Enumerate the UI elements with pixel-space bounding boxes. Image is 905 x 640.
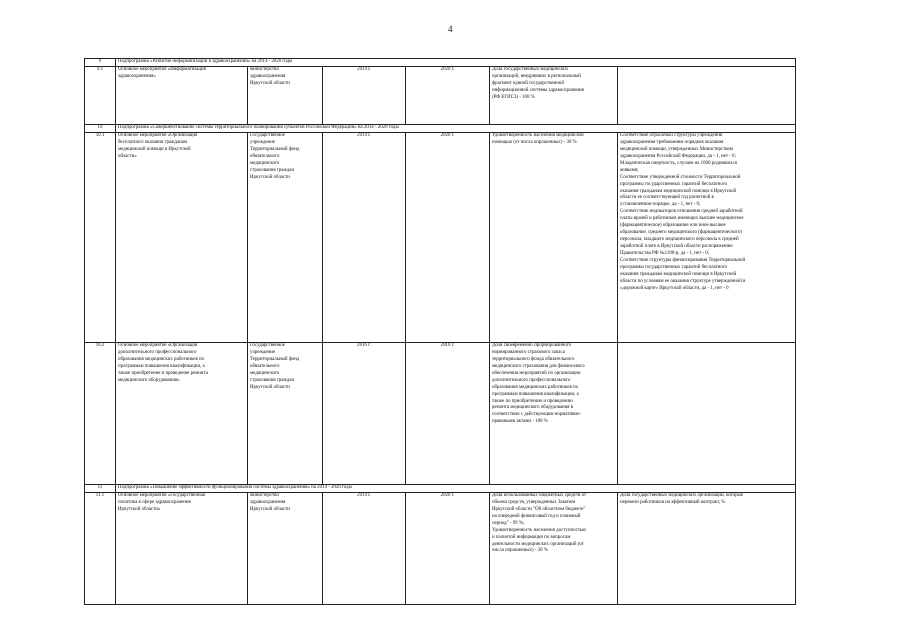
executor-cell: Государственное учреждение Территориальный фонд обязательного медицинского страхования граждан Иркутской области [248, 132, 323, 342]
result-cell: Доля своевременно сформированного нормированного страхового запаса территориального фонда обязательного медицинского страхования для финансового обеспечения мероприятий по организации дополнительного профессионального образования медицинских работников по программам повышения квалификации, а также по приобретению и проведению ремонта медицинского оборудования в соответствии с действующим нормативно- правовыми актами - 100 % [490, 342, 618, 484]
section-title: Подпрограмма «Развитие информатизации в здравоохранении» на 2014 - 2020 годы [116, 59, 796, 67]
section-number: 10 [85, 124, 116, 132]
start-year-cell: 2014 г. [323, 132, 406, 342]
end-year-cell: 2020 г. [406, 132, 490, 342]
row-number: 10.2 [85, 342, 116, 484]
section-header-row [85, 124, 796, 132]
page-number: 4 [448, 24, 453, 34]
section-number: 9 [85, 59, 116, 67]
table-row [85, 66, 796, 124]
result-cell: Удовлетворенность населения медицинской помощью (от числа опрошенных) - 30 % [490, 132, 618, 342]
indicator-cell [618, 342, 796, 484]
start-year-cell: 2014 г. [323, 66, 406, 124]
executor-cell: министерство здравоохранения Иркутской области [248, 66, 323, 124]
section-number: 11 [85, 484, 116, 492]
executor-cell: министерство здравоохранения Иркутской области [248, 492, 323, 604]
measure-cell: Основное мероприятие «Государственная политика в сфере здравоохранения Иркутской области» [116, 492, 248, 604]
table-row [85, 492, 796, 604]
result-cell: Доля использованных бюджетных средств от объема средств, утвержденных Законом Иркутской области "Об областном бюджете" на очередной финансовый год и плановый период" - 99 %; Удовлетворенность населения доступностью и полнотой информации по вопросам деятельности медицинских организаций (от числа опрошенных) - 30 % [490, 492, 618, 604]
row-number: 10.1 [85, 132, 116, 342]
program-table [84, 58, 796, 605]
row-number: 11.1 [85, 492, 116, 604]
section-title: Подпрограмма «Повышение эффективности функционирования системы здравоохранения» на 2014 - 2020 годы [116, 484, 796, 492]
section-header-row [85, 484, 796, 492]
result-cell: Доля государственных медицинских организаций, внедривших в региональный фрагмент единой государственной информационной системы здравоохранения (РФ ЕГИСЗ) - 100 % [490, 66, 618, 124]
section-title: Подпрограмма «Совершенствование системы территориального планирования субъектов Российской Федерации» на 2014 - 2020 годы [116, 124, 796, 132]
end-year-cell: 2020 г. [406, 66, 490, 124]
indicator-cell [618, 66, 796, 124]
section-header-row [85, 59, 796, 67]
table-row [85, 342, 796, 484]
measure-cell: Основное мероприятие «Организация бесплатного оказания гражданам медицинской помощи в Иркутской области» [116, 132, 248, 342]
start-year-cell: 2016 г. [323, 342, 406, 484]
executor-cell: Государственное учреждение Территориальный фонд обязательного медицинского страхования граждан Иркутской области [248, 342, 323, 484]
table-row [85, 132, 796, 342]
measure-cell: Основное мероприятие «Информатизация здравоохранения» [116, 66, 248, 124]
end-year-cell: 2016 г. [406, 342, 490, 484]
measure-cell: Основное мероприятие «Организация дополнительного профессионального образования медицинских работников по программам повышения квалификации, а также приобретение и проведение ремонта медицинского оборудования» [116, 342, 248, 484]
end-year-cell: 2020 г. [406, 492, 490, 604]
start-year-cell: 2014 г. [323, 492, 406, 604]
indicator-cell: Соответствие отраслевой структуры учреждений здравоохранения требованиям порядков оказания медицинской помощи, утвержденных Министерством здравоохранения Российской Федерации, да - 1, нет - 0; Младенческая смертность, случаев на 1000 родившихся живыми; Соответствие утвержденной стоимости Территориальной программы государственных гарантий бесплатного оказания гражданам медицинской помощи в Иркутской области ее соответствующей год расчетной в установленном порядке, да - 1, нет - 0; Соответствие индикаторов отношения средней заработной платы врачей и работников имеющих высшее медицинское (фармацевтическое) образование или иное высшее образование, среднего медицинского (фармацевтического) персонала, младшего медицинского персонала к средней заработной плате в Иркутской области распоряжению Правительства РФ №2190-р, да - 1, нет - 0; Соответствие структуры финансирования Территориальной программы государственных гарантий бесплатного оказания гражданам медицинской помощи в Иркутской области по условиям ее оказания структуре утвержденной в «дорожной карте» Иркутской области, да - 1, нет - 0 [618, 132, 796, 342]
indicator-cell: Доля государственных медицинских организаций, которые перевели работников на эффективный контракт, % [618, 492, 796, 604]
row-number: 9.1 [85, 66, 116, 124]
